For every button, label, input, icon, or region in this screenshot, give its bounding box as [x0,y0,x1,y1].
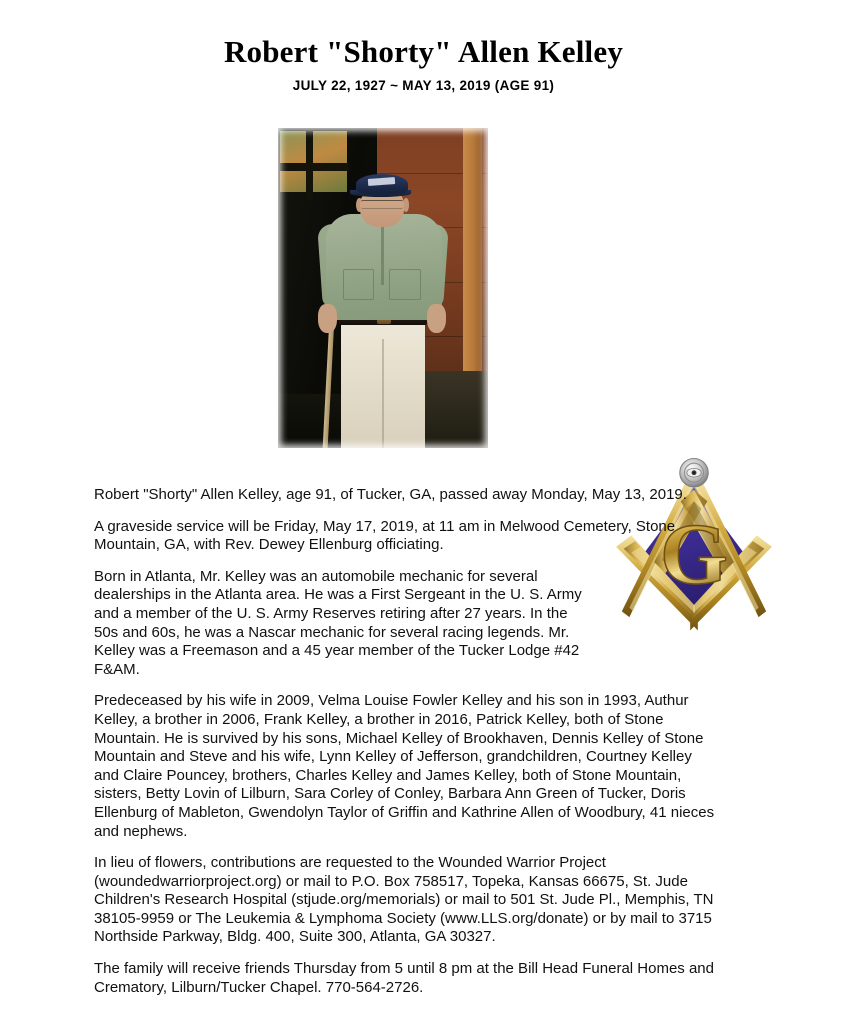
photo-right-hand [427,304,446,333]
life-dates: JULY 22, 1927 ~ MAY 13, 2019 (AGE 91) [292,78,555,93]
photo-shirt-pocket-left [343,269,374,300]
obituary-paragraph: Born in Atlanta, Mr. Kelley was an automobile mechanic for several dealerships in the Atlanta area. He was a First Sergeant in the U. S. Army and a member of the U. S. Army Reserves retiring after 27 years. In the 50s and 60s, he was a Nascar mechanic for several racing legends. Mr. Kelley was a Freemason and a 45 year member of the Tucker Lodge #42 F&AM. [94,567,582,678]
photo-wood-post [463,128,482,403]
photo-shirt-pocket-right [389,269,420,300]
photo-shirt-placket [381,221,384,285]
portrait-image [278,128,488,448]
obituary-header [0,0,847,96]
page-title: Robert "Shorty" Allen Kelley [223,34,624,69]
photo-window-pane [280,131,347,192]
obituary-paragraph: Robert "Shorty" Allen Kelley, age 91, of Tucker, GA, passed away Monday, May 13, 2019. [94,486,687,503]
photo-window-mullion-horizontal [278,163,349,170]
eyeglasses-icon [361,200,403,210]
photo-trouser-seam [382,339,385,448]
photo-left-hand [318,304,337,333]
portrait-photo [278,128,488,448]
obituary-paragraph: In lieu of flowers, contributions are requested to the Wounded Warrior Project (woundedwarriorproject.org) or mail to P.O. Box 758517, Topeka, Kansas 66675, St. Jude Children's Research Hospital (stjude.org/memorials) or mail to 501 St. Jude Pl., Memphis, TN 38105-9959 or The Leukemia & Lymphoma Society (www.LLS.org/donate) or by mail to 3715 Northside Parkway, Bldg. 400, Suite 300, Atlanta, GA 30327. [94,854,714,946]
emblem-letter-g: G [660,504,728,602]
obituary-paragraph: A graveside service will be Friday, May 17, 2019, at 11 am in Melwood Cemetery, Stone Mountain, GA, with Rev. Dewey Ellenburg officiating. [94,517,676,554]
obituary-paragraph: Predeceased by his wife in 2009, Velma Louise Fowler Kelley and his son in 1993, Authur Kelley, a brother in 2006, Frank Kelley, a brother in 2016, Patrick Kelley, both of Stone Mountain. He is survived by his sons, Michael Kelley of Brookhaven, Dennis Kelley of Stone Mountain and Steve and his wife, Lynn Kelley of Jefferson, grandchildren, Courtney Kelley and Claire Pouncey, brothers, Charles Kelley and James Kelley, both of Stone Mountain, sisters, Betty Lovin of Lilburn, Sara Corley of Conley, Barbara Ann Green of Tucker, Doris Ellenburg of Mableton, Gwendolyn Taylor of Griffin and Kathrine Allen of Woodbury, 41 nieces and nephews. [94,692,715,840]
obituary-paragraph: The family will receive friends Thursday from 5 until 8 pm at the Bill Head Funeral Homes and Crematory, Lilburn/Tucker Chapel. 770-564-2726. [94,960,714,996]
emblem-hinge-eye [680,458,709,487]
obituary-text [94,486,719,997]
